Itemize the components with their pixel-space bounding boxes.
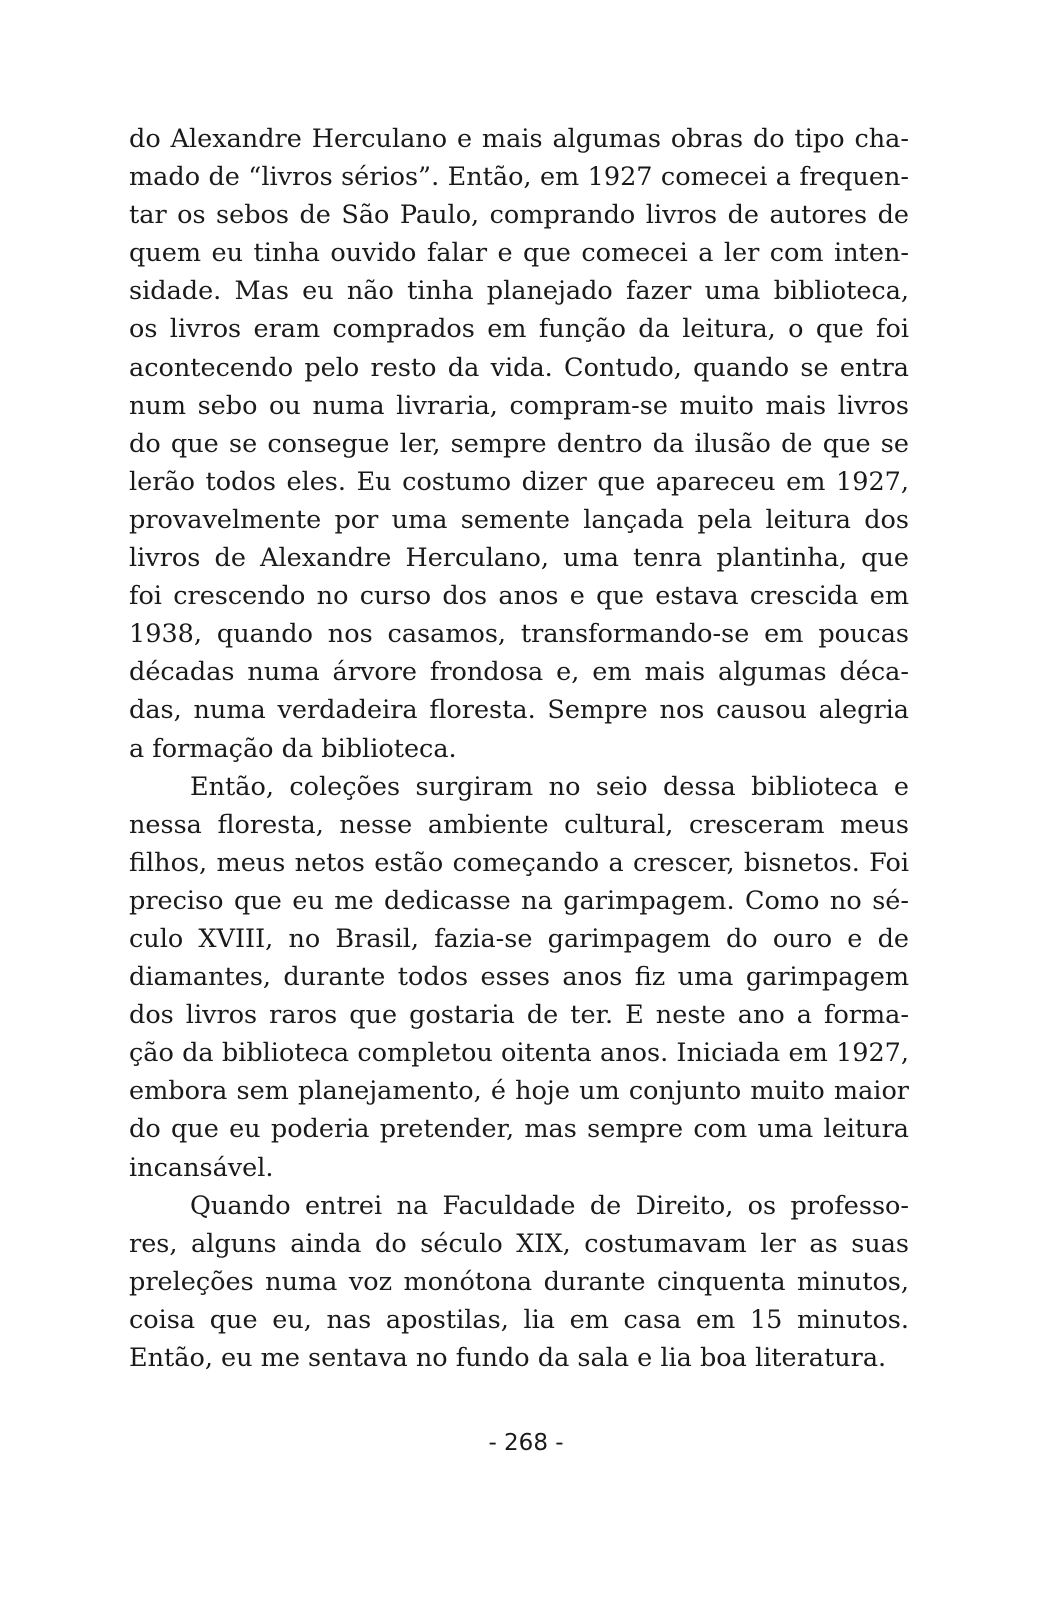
- text-line: acontecendo pelo resto da vida. Contudo, quando se entra: [129, 352, 909, 383]
- text-line: sidade. Mas eu não tinha planejado fazer uma biblioteca,: [129, 276, 909, 307]
- text-line: livros de Alexandre Herculano, uma tenra plantinha, que: [129, 543, 909, 574]
- paragraph: [129, 120, 909, 768]
- text-line: filhos, meus netos estão começando a crescer, bisnetos. Foi: [129, 847, 909, 878]
- text-line: 1938, quando nos casamos, transformando-se em poucas: [129, 619, 909, 650]
- text-line: preleções numa voz monótona durante cinquenta minutos,: [129, 1266, 909, 1297]
- text-line: quem eu tinha ouvido falar e que comecei a ler com inten-: [129, 238, 909, 269]
- text-line: ção da biblioteca completou oitenta anos. Iniciada em 1927,: [129, 1038, 909, 1069]
- text-line: embora sem planejamento, é hoje um conjunto muito maior: [129, 1076, 909, 1107]
- text-line: Então, coleções surgiram no seio dessa biblioteca e: [190, 771, 909, 802]
- text-line: foi crescendo no curso dos anos e que estava crescida em: [129, 581, 909, 612]
- text-line: culo XVIII, no Brasil, fazia-se garimpagem do ouro e de: [129, 923, 909, 954]
- page-number: - 268 -: [488, 1430, 564, 1456]
- text-line: mado de “livros sérios”. Então, em 1927 comecei a frequen-: [129, 162, 909, 193]
- text-line: a formação da biblioteca.: [129, 733, 457, 764]
- text-line: das, numa verdadeira floresta. Sempre nos causou alegria: [129, 695, 909, 726]
- text-line: num sebo ou numa livraria, compram-se muito mais livros: [129, 390, 909, 421]
- text-line: décadas numa árvore frondosa e, em mais algumas déca-: [129, 657, 909, 688]
- text-line: os livros eram comprados em função da leitura, o que foi: [129, 314, 909, 345]
- paragraph: [129, 1187, 909, 1377]
- text-line: do Alexandre Herculano e mais algumas obras do tipo cha-: [129, 124, 909, 154]
- text-line: Então, eu me sentava no fundo da sala e lia boa literatura.: [129, 1343, 887, 1373]
- text-line: do que eu poderia pretender, mas sempre com uma leitura: [129, 1114, 909, 1145]
- text-line: do que se consegue ler, sempre dentro da ilusão de que se: [129, 428, 909, 459]
- text-line: Quando entrei na Faculdade de Direito, os professo-: [190, 1190, 909, 1221]
- text-line: provavelmente por uma semente lançada pela leitura dos: [129, 504, 909, 535]
- text-line: tar os sebos de São Paulo, comprando livros de autores de: [129, 200, 909, 231]
- text-line: coisa que eu, nas apostilas, lia em casa em 15 minutos.: [129, 1304, 909, 1335]
- text-line: lerão todos eles. Eu costumo dizer que apareceu em 1927,: [129, 466, 909, 497]
- paragraph: [129, 768, 909, 1187]
- text-line: nessa floresta, nesse ambiente cultural, cresceram meus: [129, 809, 909, 840]
- text-line: preciso que eu me dedicasse na garimpagem. Como no sé-: [129, 885, 909, 916]
- body-text: [129, 120, 909, 1377]
- text-line: diamantes, durante todos esses anos fiz uma garimpagem: [129, 962, 909, 993]
- text-line: dos livros raros que gostaria de ter. E neste ano a forma-: [129, 1000, 909, 1031]
- text-line: res, alguns ainda do século XIX, costumavam ler as suas: [129, 1228, 909, 1259]
- text-line: incansável.: [129, 1152, 274, 1183]
